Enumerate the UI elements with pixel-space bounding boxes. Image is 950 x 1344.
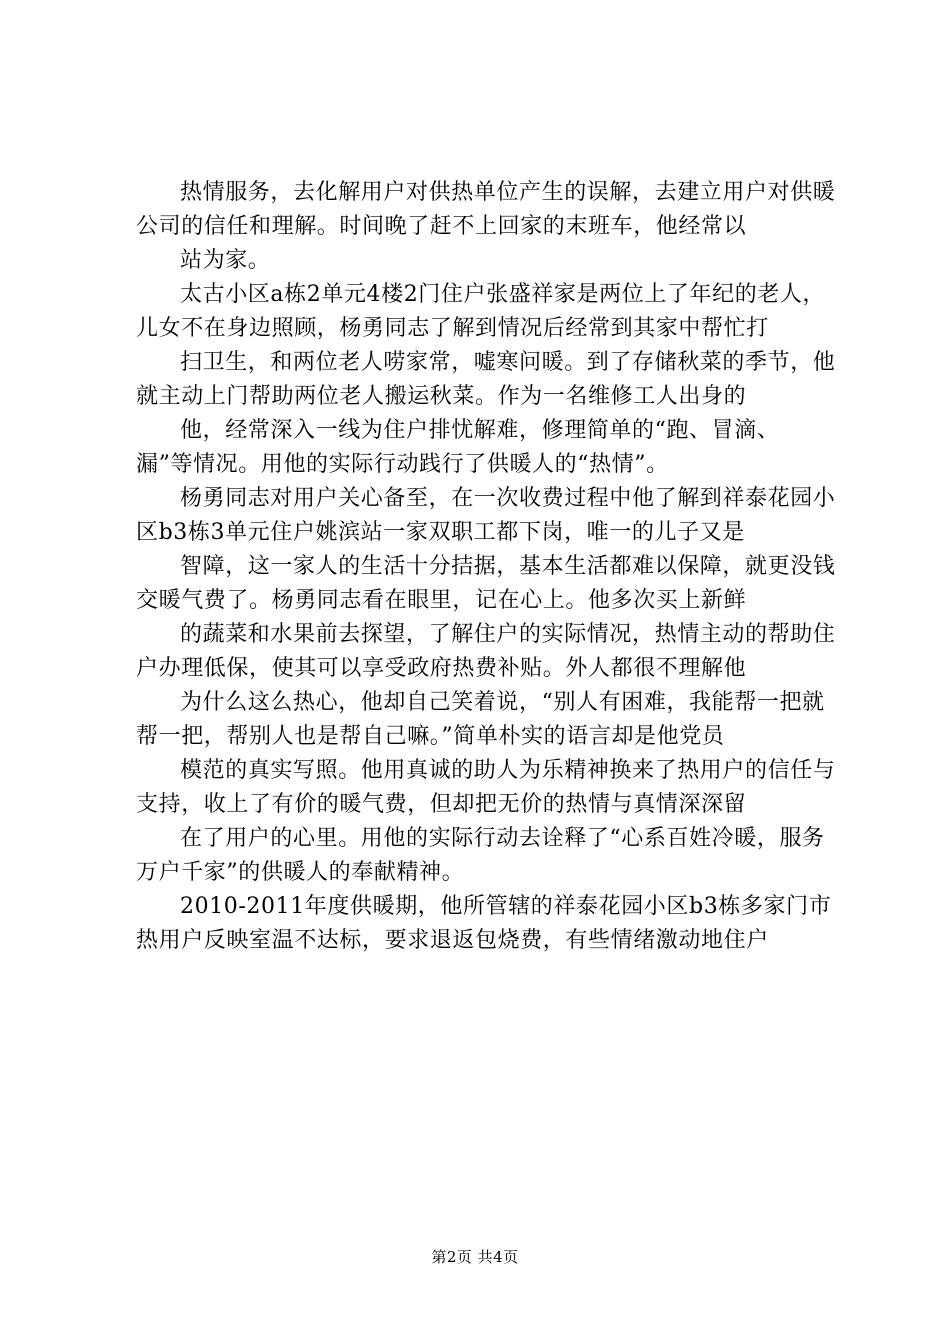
paragraph-4: 扫卫生，和两位老人唠家常，嘘寒问暖。到了存储秋菜的季节，他就主动上门帮助两位老人搬运秋菜。作为一名维修工人出身的 (136, 350, 836, 409)
paragraph-12: 2010-2011年度供暖期，他所管辖的祥泰花园小区b3栋多家门市热用户反映室温不达标，要求退返包烧费，有些情绪激动地住户 (136, 894, 832, 953)
paragraph-9: 为什么这么热心，他却自己笑着说，“别人有困难，我能帮一把就帮一把，帮别人也是帮自己嘛。”简单朴实的语言却是他党员 (136, 690, 825, 749)
paragraph-5: 他，经常深入一线为住户排忧解难，修理简单的“跑、冒滴、漏”等情况。用他的实际行动践行了供暖人的“热情”。 (136, 418, 780, 477)
paragraph-7: 智障，这一家人的生活十分拮据，基本生活都难以保障，就更没钱交暖气费了。杨勇同志看在眼里，记在心上。他多次买上新鲜 (136, 554, 836, 613)
paragraph-2: 站为家。 (180, 248, 271, 273)
paragraph-11: 在了用户的心里。用他的实际行动去诠释了“心系百姓冷暖，服务万户千家”的供暖人的奉献精神。 (136, 826, 825, 885)
paragraph-1: 热情服务，去化解用户对供热单位产生的误解，去建立用户对供暖公司的信任和理解。时间晚了赶不上回家的末班车，他经常以 (136, 180, 836, 239)
paragraph-6: 杨勇同志对用户关心备至，在一次收费过程中他了解到祥泰花园小区b3栋3单元住户姚滨站一家双职工都下岗，唯一的儿子又是 (136, 486, 836, 545)
document-body (136, 176, 836, 958)
page-number-footer: 第2页 共4页 (431, 1248, 519, 1266)
paragraph-10: 模范的真实写照。他用真诚的助人为乐精神换来了热用户的信任与支持，收上了有价的暖气费，但却把无价的热情与真情深深留 (136, 758, 836, 817)
paragraph-8: 的蔬菜和水果前去探望，了解住户的实际情况，热情主动的帮助住户办理低保，使其可以享受政府热费补贴。外人都很不理解他 (136, 622, 836, 681)
paragraph-3: 太古小区a栋2单元4楼2门住户张盛祥家是两位上了年纪的老人，儿女不在身边照顾，杨勇同志了解到情况后经常到其家中帮忙打 (136, 282, 826, 341)
